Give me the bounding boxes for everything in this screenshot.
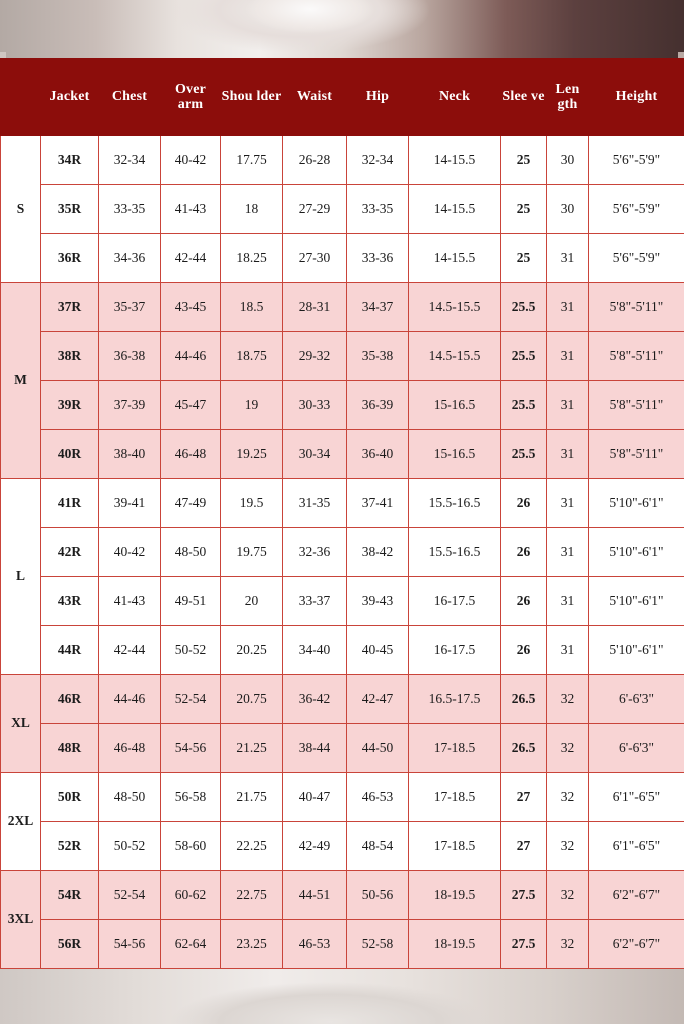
cell-jacket: 48R <box>41 724 99 773</box>
cell-neck: 14.5-15.5 <box>409 283 501 332</box>
cell-height: 6'1"-6'5" <box>589 773 684 822</box>
cell-waist: 30-34 <box>283 430 347 479</box>
cell-sleeve: 27.5 <box>501 920 547 969</box>
cell-length: 32 <box>547 920 589 969</box>
cell-length: 32 <box>547 724 589 773</box>
cell-over-arm: 46-48 <box>161 430 221 479</box>
cell-jacket: 50R <box>41 773 99 822</box>
table-row <box>1 332 684 381</box>
cell-over-arm: 47-49 <box>161 479 221 528</box>
cell-neck: 15.5-16.5 <box>409 479 501 528</box>
header-height: Height <box>589 59 684 136</box>
cell-neck: 18-19.5 <box>409 871 501 920</box>
table-row <box>1 479 684 528</box>
table-row <box>1 528 684 577</box>
table-row <box>1 136 684 185</box>
table-row <box>1 675 684 724</box>
cell-sleeve: 25 <box>501 185 547 234</box>
cell-shoulder: 19.5 <box>221 479 283 528</box>
cell-length: 31 <box>547 626 589 675</box>
cell-length: 32 <box>547 675 589 724</box>
cell-sleeve: 25 <box>501 136 547 185</box>
cell-height: 5'6"-5'9" <box>589 136 684 185</box>
cell-jacket: 42R <box>41 528 99 577</box>
cell-sleeve: 26.5 <box>501 675 547 724</box>
cell-over-arm: 54-56 <box>161 724 221 773</box>
cell-over-arm: 60-62 <box>161 871 221 920</box>
cell-waist: 28-31 <box>283 283 347 332</box>
cell-neck: 14-15.5 <box>409 234 501 283</box>
cell-chest: 38-40 <box>99 430 161 479</box>
cell-height: 5'6"-5'9" <box>589 185 684 234</box>
cell-hip: 35-38 <box>347 332 409 381</box>
cell-hip: 44-50 <box>347 724 409 773</box>
cell-over-arm: 58-60 <box>161 822 221 871</box>
cell-hip: 32-34 <box>347 136 409 185</box>
cell-waist: 42-49 <box>283 822 347 871</box>
table-body <box>1 136 684 969</box>
cell-jacket: 44R <box>41 626 99 675</box>
cell-waist: 34-40 <box>283 626 347 675</box>
header-jacket: Jacket <box>41 59 99 136</box>
cell-chest: 39-41 <box>99 479 161 528</box>
cell-chest: 41-43 <box>99 577 161 626</box>
cell-waist: 38-44 <box>283 724 347 773</box>
cell-over-arm: 41-43 <box>161 185 221 234</box>
header-hip: Hip <box>347 59 409 136</box>
cell-sleeve: 26.5 <box>501 724 547 773</box>
cell-jacket: 43R <box>41 577 99 626</box>
cell-neck: 14-15.5 <box>409 185 501 234</box>
cell-chest: 42-44 <box>99 626 161 675</box>
table-row <box>1 871 684 920</box>
cell-neck: 18-19.5 <box>409 920 501 969</box>
cell-shoulder: 18.25 <box>221 234 283 283</box>
cell-shoulder: 22.25 <box>221 822 283 871</box>
cell-waist: 26-28 <box>283 136 347 185</box>
table-row <box>1 185 684 234</box>
table-row <box>1 920 684 969</box>
cell-shoulder: 19 <box>221 381 283 430</box>
cell-sleeve: 26 <box>501 577 547 626</box>
cell-shoulder: 20.25 <box>221 626 283 675</box>
cell-shoulder: 21.25 <box>221 724 283 773</box>
cell-height: 5'8"-5'11" <box>589 381 684 430</box>
cell-sleeve: 25.5 <box>501 283 547 332</box>
cell-chest: 48-50 <box>99 773 161 822</box>
cell-height: 5'10"-6'1" <box>589 577 684 626</box>
photo-backdrop-bottom <box>0 962 684 1024</box>
header-shoulder: Shou lder <box>221 59 283 136</box>
size-label-m: M <box>1 283 41 479</box>
cell-over-arm: 43-45 <box>161 283 221 332</box>
table-row <box>1 577 684 626</box>
cell-shoulder: 21.75 <box>221 773 283 822</box>
cell-chest: 54-56 <box>99 920 161 969</box>
cell-height: 5'10"-6'1" <box>589 626 684 675</box>
header-waist: Waist <box>283 59 347 136</box>
cell-chest: 33-35 <box>99 185 161 234</box>
header-sleeve: Slee ve <box>501 59 547 136</box>
cell-shoulder: 18.5 <box>221 283 283 332</box>
cell-hip: 38-42 <box>347 528 409 577</box>
cell-height: 5'8"-5'11" <box>589 332 684 381</box>
header-chest: Chest <box>99 59 161 136</box>
cell-waist: 32-36 <box>283 528 347 577</box>
size-label-l: L <box>1 479 41 675</box>
cell-height: 6'2"-6'7" <box>589 871 684 920</box>
cell-chest: 44-46 <box>99 675 161 724</box>
cell-length: 31 <box>547 479 589 528</box>
cell-over-arm: 52-54 <box>161 675 221 724</box>
cell-neck: 16.5-17.5 <box>409 675 501 724</box>
cell-chest: 32-34 <box>99 136 161 185</box>
cell-chest: 34-36 <box>99 234 161 283</box>
cell-length: 32 <box>547 773 589 822</box>
cell-over-arm: 42-44 <box>161 234 221 283</box>
cell-length: 30 <box>547 185 589 234</box>
table-row <box>1 773 684 822</box>
header-size <box>1 59 41 136</box>
cell-waist: 44-51 <box>283 871 347 920</box>
cell-jacket: 38R <box>41 332 99 381</box>
cell-shoulder: 19.25 <box>221 430 283 479</box>
cell-sleeve: 27 <box>501 773 547 822</box>
cell-height: 6'1"-6'5" <box>589 822 684 871</box>
cell-height: 5'8"-5'11" <box>589 283 684 332</box>
cell-sleeve: 25.5 <box>501 430 547 479</box>
cell-neck: 14-15.5 <box>409 136 501 185</box>
cell-sleeve: 25 <box>501 234 547 283</box>
cell-hip: 52-58 <box>347 920 409 969</box>
size-label-xl: XL <box>1 675 41 773</box>
cell-jacket: 54R <box>41 871 99 920</box>
size-chart-table <box>0 58 684 969</box>
cell-jacket: 34R <box>41 136 99 185</box>
cell-over-arm: 45-47 <box>161 381 221 430</box>
cell-hip: 37-41 <box>347 479 409 528</box>
cell-sleeve: 25.5 <box>501 332 547 381</box>
cell-length: 31 <box>547 332 589 381</box>
cell-chest: 46-48 <box>99 724 161 773</box>
cell-hip: 36-40 <box>347 430 409 479</box>
cell-neck: 15-16.5 <box>409 381 501 430</box>
cell-shoulder: 20.75 <box>221 675 283 724</box>
cell-neck: 15.5-16.5 <box>409 528 501 577</box>
cell-waist: 30-33 <box>283 381 347 430</box>
cell-over-arm: 48-50 <box>161 528 221 577</box>
cell-neck: 14.5-15.5 <box>409 332 501 381</box>
cell-chest: 37-39 <box>99 381 161 430</box>
header-over-arm: Over arm <box>161 59 221 136</box>
cell-hip: 34-37 <box>347 283 409 332</box>
cell-shoulder: 17.75 <box>221 136 283 185</box>
size-label-s: S <box>1 136 41 283</box>
table-row <box>1 234 684 283</box>
size-label-2xl: 2XL <box>1 773 41 871</box>
cell-hip: 33-36 <box>347 234 409 283</box>
cell-waist: 46-53 <box>283 920 347 969</box>
cell-length: 31 <box>547 234 589 283</box>
cell-length: 31 <box>547 430 589 479</box>
cell-neck: 15-16.5 <box>409 430 501 479</box>
cell-waist: 40-47 <box>283 773 347 822</box>
cell-sleeve: 27.5 <box>501 871 547 920</box>
cell-shoulder: 20 <box>221 577 283 626</box>
cell-length: 31 <box>547 577 589 626</box>
table-row <box>1 626 684 675</box>
cell-hip: 48-54 <box>347 822 409 871</box>
cell-jacket: 52R <box>41 822 99 871</box>
size-label-3xl: 3XL <box>1 871 41 969</box>
table-row <box>1 822 684 871</box>
cell-jacket: 36R <box>41 234 99 283</box>
cell-length: 30 <box>547 136 589 185</box>
cell-hip: 39-43 <box>347 577 409 626</box>
cell-chest: 40-42 <box>99 528 161 577</box>
cell-chest: 52-54 <box>99 871 161 920</box>
cell-jacket: 35R <box>41 185 99 234</box>
cell-hip: 46-53 <box>347 773 409 822</box>
header-length: Len gth <box>547 59 589 136</box>
cell-hip: 50-56 <box>347 871 409 920</box>
cell-hip: 40-45 <box>347 626 409 675</box>
cell-shoulder: 18.75 <box>221 332 283 381</box>
cell-height: 5'8"-5'11" <box>589 430 684 479</box>
cell-length: 31 <box>547 528 589 577</box>
cell-jacket: 40R <box>41 430 99 479</box>
cell-neck: 17-18.5 <box>409 724 501 773</box>
photo-backdrop-top <box>0 0 684 58</box>
cell-shoulder: 23.25 <box>221 920 283 969</box>
cell-over-arm: 56-58 <box>161 773 221 822</box>
cell-length: 31 <box>547 283 589 332</box>
cell-jacket: 46R <box>41 675 99 724</box>
cell-hip: 33-35 <box>347 185 409 234</box>
cell-length: 31 <box>547 381 589 430</box>
table-header <box>1 59 684 136</box>
cell-height: 6'2"-6'7" <box>589 920 684 969</box>
header-row <box>1 59 684 136</box>
cell-shoulder: 19.75 <box>221 528 283 577</box>
cell-neck: 17-18.5 <box>409 822 501 871</box>
cell-neck: 16-17.5 <box>409 577 501 626</box>
header-neck: Neck <box>409 59 501 136</box>
cell-over-arm: 50-52 <box>161 626 221 675</box>
table-row <box>1 381 684 430</box>
cell-length: 32 <box>547 822 589 871</box>
cell-chest: 50-52 <box>99 822 161 871</box>
cell-over-arm: 44-46 <box>161 332 221 381</box>
cell-chest: 35-37 <box>99 283 161 332</box>
cell-sleeve: 25.5 <box>501 381 547 430</box>
cell-sleeve: 27 <box>501 822 547 871</box>
cell-height: 6'-6'3" <box>589 675 684 724</box>
cell-over-arm: 62-64 <box>161 920 221 969</box>
cell-waist: 31-35 <box>283 479 347 528</box>
cell-hip: 36-39 <box>347 381 409 430</box>
cell-chest: 36-38 <box>99 332 161 381</box>
cell-neck: 16-17.5 <box>409 626 501 675</box>
cell-shoulder: 18 <box>221 185 283 234</box>
cell-shoulder: 22.75 <box>221 871 283 920</box>
cell-length: 32 <box>547 871 589 920</box>
size-chart-container <box>0 58 684 969</box>
cell-jacket: 56R <box>41 920 99 969</box>
cell-neck: 17-18.5 <box>409 773 501 822</box>
cell-waist: 29-32 <box>283 332 347 381</box>
table-row <box>1 430 684 479</box>
table-row <box>1 724 684 773</box>
cell-sleeve: 26 <box>501 528 547 577</box>
cell-jacket: 37R <box>41 283 99 332</box>
cell-jacket: 39R <box>41 381 99 430</box>
cell-waist: 36-42 <box>283 675 347 724</box>
cell-jacket: 41R <box>41 479 99 528</box>
cell-height: 6'-6'3" <box>589 724 684 773</box>
cell-sleeve: 26 <box>501 479 547 528</box>
cell-waist: 33-37 <box>283 577 347 626</box>
cell-over-arm: 49-51 <box>161 577 221 626</box>
cell-sleeve: 26 <box>501 626 547 675</box>
table-row <box>1 283 684 332</box>
cell-hip: 42-47 <box>347 675 409 724</box>
cell-height: 5'6"-5'9" <box>589 234 684 283</box>
cell-over-arm: 40-42 <box>161 136 221 185</box>
cell-waist: 27-29 <box>283 185 347 234</box>
cell-waist: 27-30 <box>283 234 347 283</box>
cell-height: 5'10"-6'1" <box>589 479 684 528</box>
cell-height: 5'10"-6'1" <box>589 528 684 577</box>
